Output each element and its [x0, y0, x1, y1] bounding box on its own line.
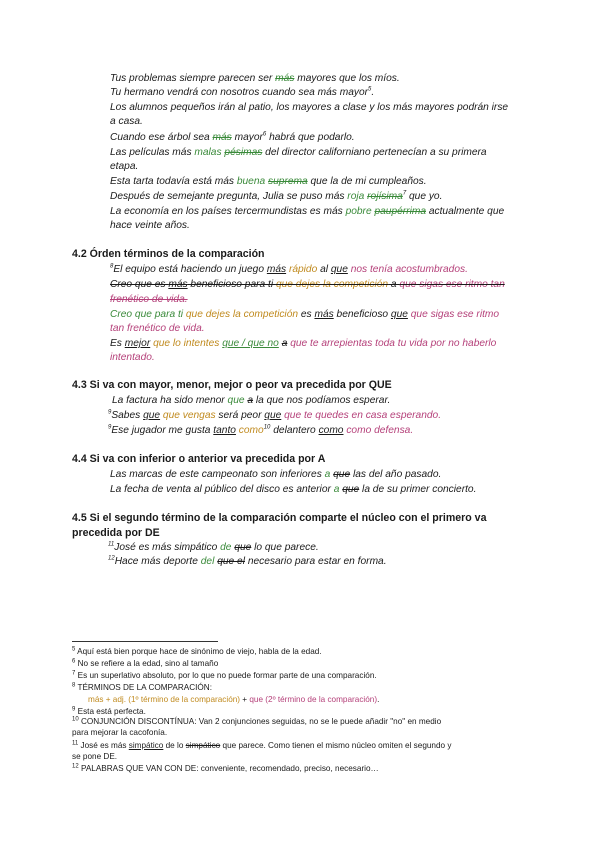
- example-line: $^{12}$Hace más deporte del que el necesario para estar en forma.: [108, 555, 387, 567]
- footnote: $^6$ No se refiere a la edad, sino al tamaño: [72, 658, 219, 668]
- footnote-ref: 7: [402, 190, 407, 197]
- example-line: $^8$El equipo está haciendo un juego más rápido al que nos tenía acostumbrados.: [110, 263, 468, 275]
- footnote-cont: se pone DE.: [72, 752, 118, 761]
- footnote: $^8$ TÉRMINOS DE LA COMPARACIÓN:: [72, 682, 212, 692]
- example-line: La fecha de venta al público del disco es anterior a que la de su primer concierto.: [110, 484, 477, 495]
- example-line: Esta tarta todavía está más buena suprema que la de mi cumpleaños.: [110, 176, 427, 187]
- example-line: Los alumnos pequeños irán al patio, los mayores a clase y los más mayores podrán irse: [110, 102, 509, 113]
- footnote-ref: 12: [108, 555, 115, 562]
- footnote-ref: 11: [108, 541, 115, 548]
- example-line: Creo que para ti que dejes la competición es más beneficioso que que sigas ese ritmo: [110, 309, 500, 320]
- example-line: frenético de vida.: [110, 294, 188, 305]
- footnote-ref: 9: [108, 409, 112, 416]
- example-line: La factura ha sido menor que a la que nos podíamos esperar.: [112, 395, 391, 406]
- example-line: Tus problemas siempre parecen ser más mayores que los míos.: [110, 73, 400, 84]
- footnote: $^5$ Aquí está bien porque hace de sinónimo de viejo, habla de la edad.: [72, 646, 322, 656]
- example-line: a casa.: [110, 116, 143, 127]
- example-line: Es mejor que lo intentes que / que no a que te arrepientas toda tu vida por no haberlo: [110, 338, 497, 349]
- example-line: $^9$Ese jugador me gusta tanto como$^{10}$ delantero como como defensa.: [108, 424, 414, 436]
- example-line: intentado.: [110, 352, 155, 363]
- section-heading: 4.5 Si el segundo término de la comparación comparte el núcleo con el primero va: [72, 512, 487, 524]
- section-heading-cont: precedida por DE: [72, 527, 160, 539]
- footnote-separator: [72, 641, 218, 642]
- example-line: Tu hermano vendrá con nosotros cuando sea más mayor$^5$.: [110, 86, 375, 98]
- footnote-ref: 10: [263, 424, 271, 431]
- footnote-ref: 5: [368, 86, 372, 93]
- example-line: etapa.: [110, 161, 139, 172]
- example-line: hace veinte años.: [110, 220, 190, 231]
- example-line: tan frenético de vida.: [110, 323, 205, 334]
- example-line: La economía en los países tercermundistas es más pobre paupérrima actualmente que: [110, 206, 505, 217]
- footnote: $^9$ Esta está perfecta.: [72, 706, 146, 716]
- example-line: Las marcas de este campeonato son inferiores a que las del año pasado.: [110, 469, 442, 480]
- footnote-ref: 8: [110, 263, 114, 270]
- footnote: $^7$ Es un superlativo absoluto, por lo que no puede formar parte de una comparación.: [72, 670, 377, 680]
- footnote: $^{10}$ CONJUNCIÓN DISCONTÍNUA: Van 2 conjunciones seguidas, no se le puede añadir "no" en medio: [72, 716, 442, 726]
- example-line: $^{11}$José es más simpático de que lo que parece.: [108, 541, 319, 553]
- example-line: Creo que es más beneficioso para ti que dejes la competición a que sigas ese ritmo tan: [110, 279, 505, 290]
- footnote: $^{12}$ PALABRAS QUE VAN CON DE: conveniente, recomendado, preciso, necesario…: [72, 763, 379, 773]
- section-heading: 4.4 Si va con inferior o anterior va precedida por A: [72, 453, 326, 465]
- section-heading: 4.2 Órden términos de la comparación: [72, 248, 265, 260]
- footnote-detail: más + adj. (1º término de la comparación) + que (2º término de la comparación).: [88, 695, 380, 704]
- footnote-cont: para mejorar la cacofonía.: [72, 728, 168, 737]
- example-line: Las películas más malas pésimas del director californiano pertenecían a su primera: [110, 147, 487, 158]
- footnote-ref: 6: [262, 131, 267, 138]
- section-heading: 4.3 Si va con mayor, menor, mejor o peor va precedida por QUE: [72, 379, 392, 391]
- example-line: Cuando ese árbol sea más mayor$^6$ habrá que podarlo.: [110, 131, 355, 143]
- footnote: $^{11}$ José es más simpático de lo simpático que parece. Como tienen el mismo núcleo omiten el segundo y: [72, 740, 452, 750]
- example-line: Después de semejante pregunta, Julia se puso más roja rojísima$^7$ que yo.: [110, 190, 443, 202]
- example-line: $^9$Sabes que que vengas será peor que que te quedes en casa esperando.: [108, 409, 442, 421]
- footnote-ref: 9: [108, 424, 112, 431]
